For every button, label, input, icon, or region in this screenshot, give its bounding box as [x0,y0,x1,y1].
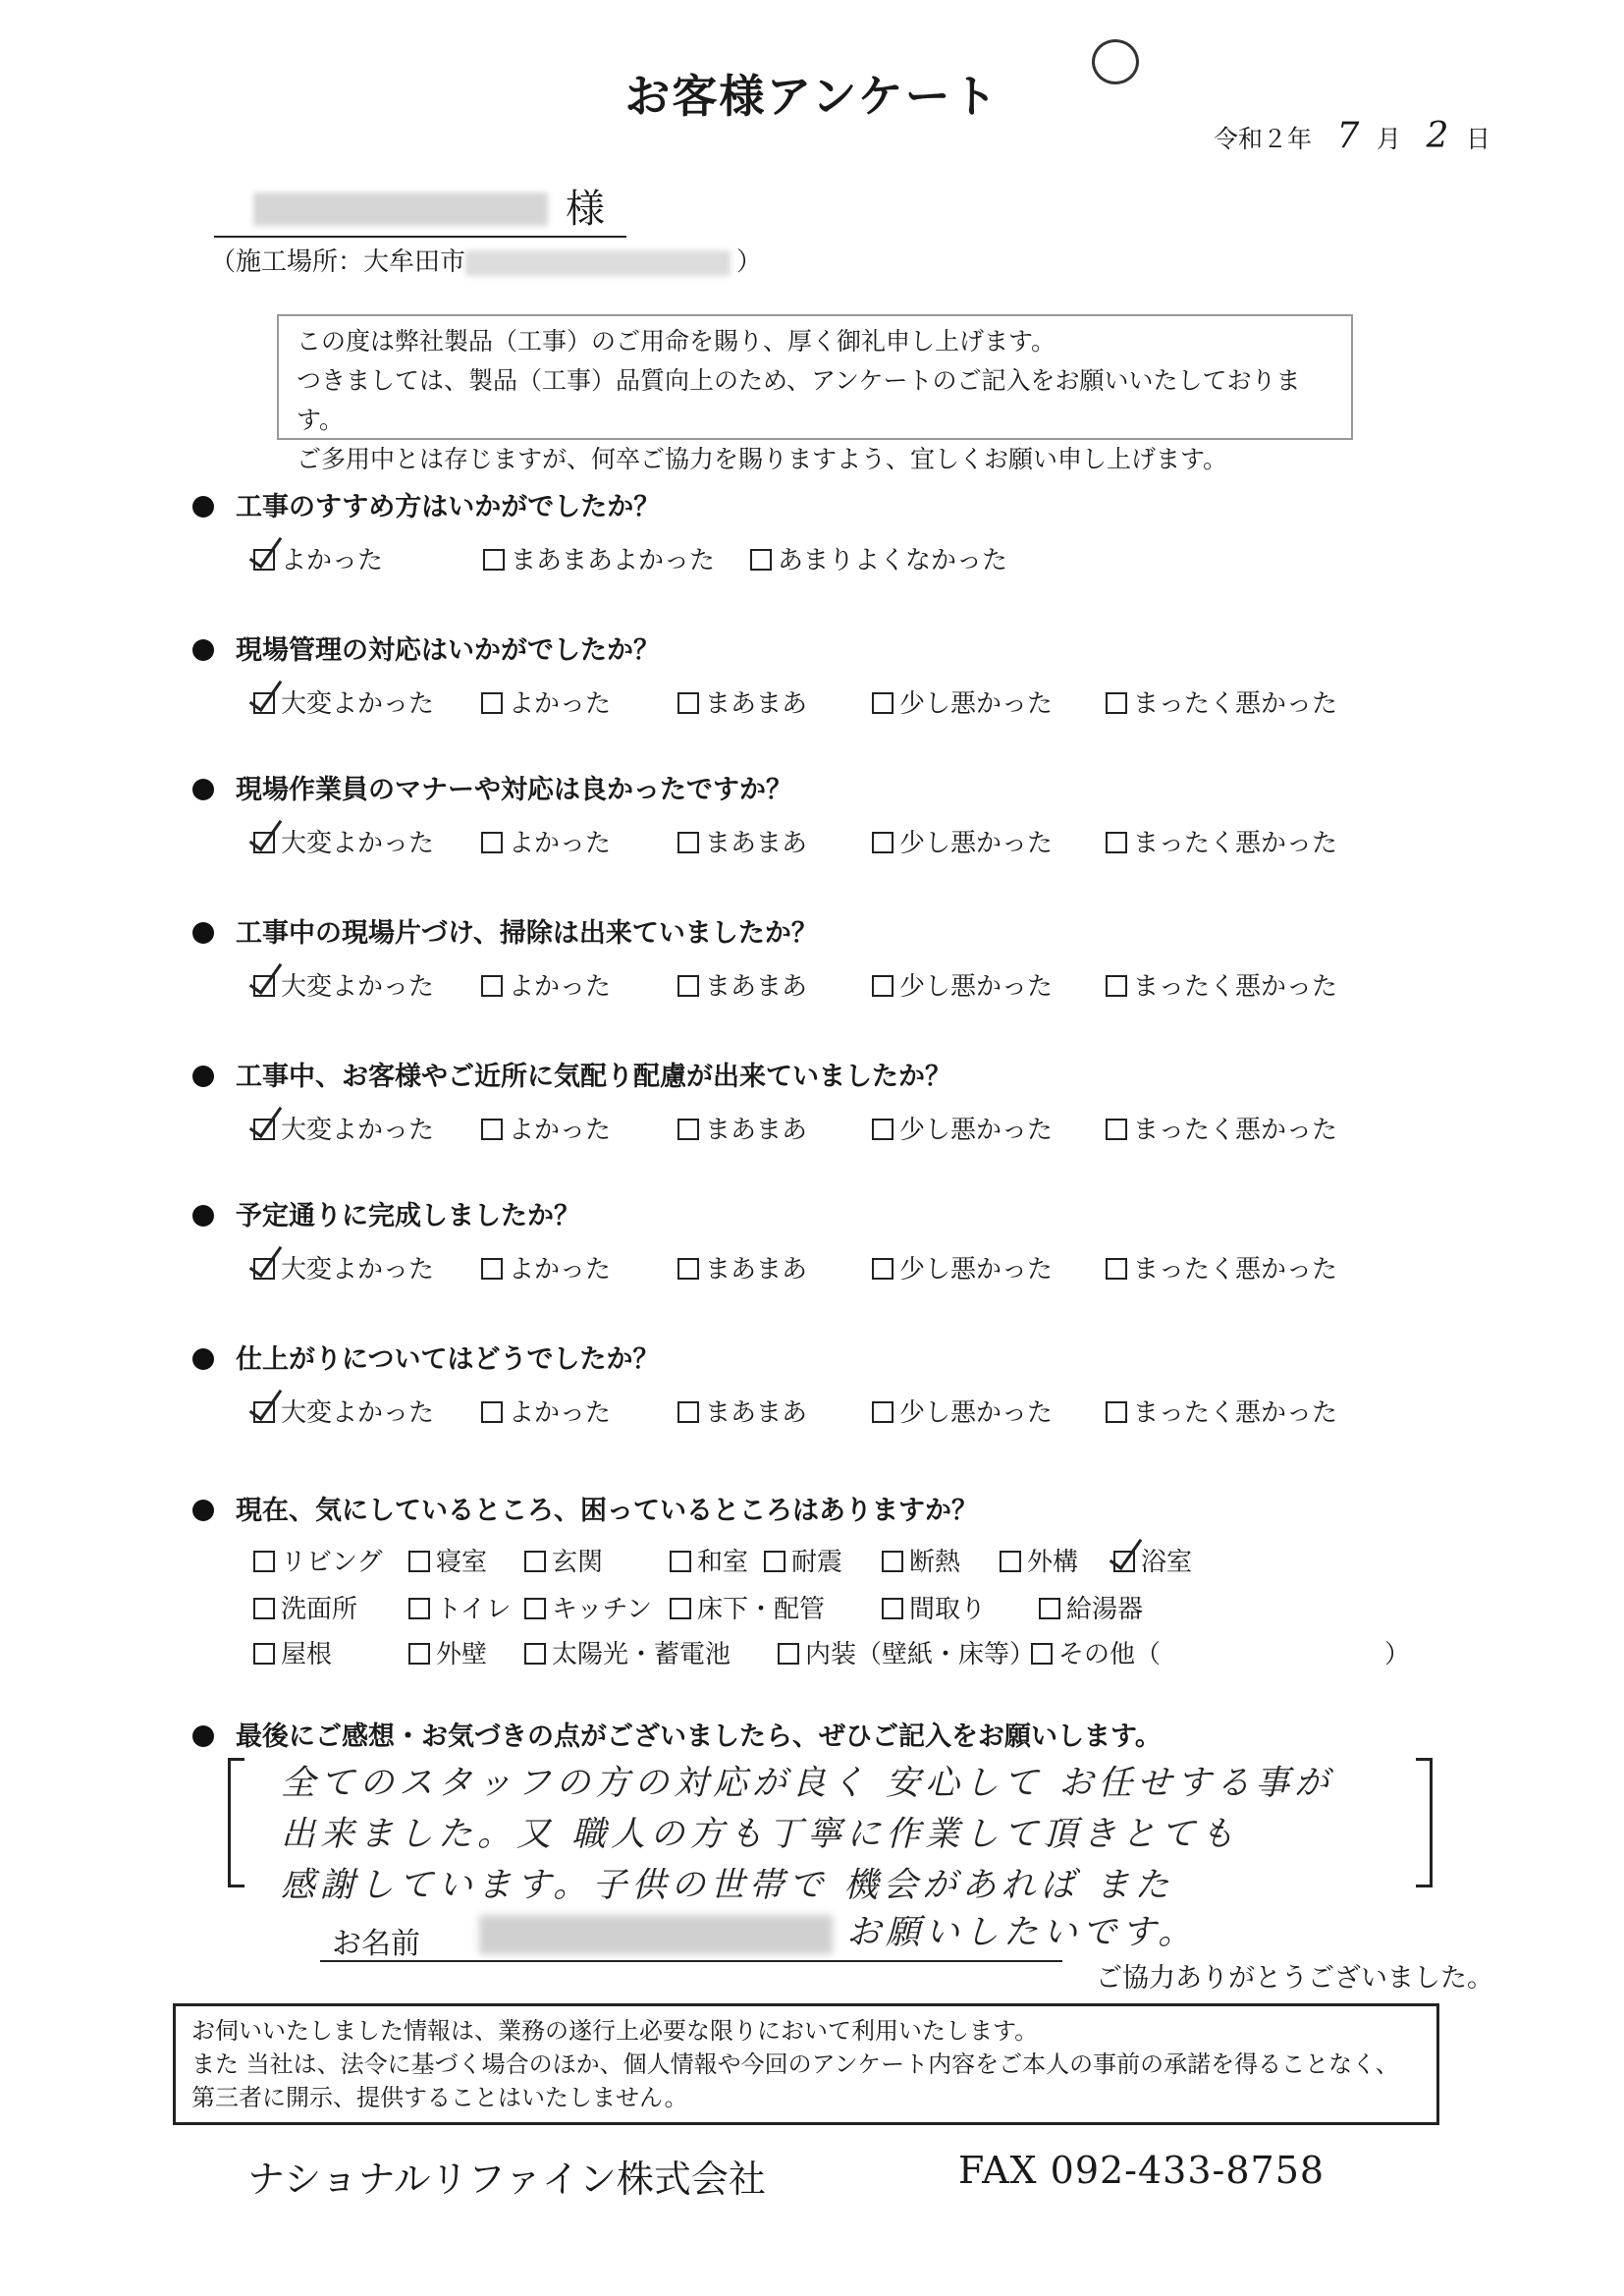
option[interactable] [253,823,434,859]
option-label: まったく悪かった [1133,1398,1338,1428]
handwritten-circle-mark [1092,39,1139,84]
checkbox[interactable] [1106,1119,1127,1140]
checkbox[interactable] [253,1598,275,1619]
checkbox[interactable] [1113,1551,1135,1572]
option[interactable] [1106,1110,1337,1146]
question-7 [192,1338,659,1376]
option-label: 少し悪かった [899,689,1054,719]
option[interactable] [481,823,611,859]
option[interactable] [1106,966,1337,1003]
concern-option[interactable] [778,1634,1035,1670]
option-label: まあまあ [705,972,808,1002]
question-1 [192,485,660,523]
thanks-text: ご協力ありがとうございました。 [1096,1963,1493,1994]
option[interactable] [872,823,1053,859]
option[interactable] [1106,1249,1337,1285]
checkbox[interactable] [1031,1643,1053,1665]
option-label: よかった [281,546,384,575]
option-label: 少し悪かった [899,1116,1054,1145]
option-label: 大変よかった [281,1116,435,1145]
checkbox[interactable] [677,1119,699,1140]
checkbox[interactable] [481,692,503,714]
checkbox[interactable] [670,1598,691,1619]
concern-option[interactable] [524,1634,731,1670]
fax-number: FAX 092-433-8758 [958,2149,1326,2192]
intro-box [277,314,1353,473]
customer-honorific: 様 [566,187,605,232]
checkbox[interactable] [677,832,699,853]
notice-line: 第三者に開示、提供することはいたしません。 [191,2084,688,2111]
option-label: あまりよくなかった [778,546,1008,575]
option[interactable] [872,1393,1053,1429]
option-label: 大変よかった [281,689,435,719]
checkbox[interactable] [872,1401,893,1423]
checkbox[interactable] [1106,1401,1127,1423]
option[interactable] [677,1393,807,1429]
checkbox[interactable] [253,832,275,853]
concern-label: 浴室 [1141,1548,1193,1577]
option-label: よかった [509,1116,612,1145]
checkbox[interactable] [1039,1598,1060,1619]
customer-name-field [214,179,626,238]
option[interactable] [677,823,807,859]
concern-label: トイレ [436,1595,512,1624]
option-label: よかった [509,1398,612,1428]
date-era: 令和２年 [1214,125,1313,153]
checkbox[interactable] [481,1401,503,1423]
intro-line: つきましては、製品（工事）品質向上のため、アンケートのご記入をお願いいたしております。 [297,366,1301,434]
option-label: まったく悪かった [1133,1116,1338,1145]
checkbox[interactable] [872,692,893,714]
concern-option[interactable] [882,1542,960,1578]
redacted-name [479,1915,833,1954]
option[interactable] [677,1249,807,1285]
concern-option[interactable] [1031,1634,1161,1670]
site-prefix: （施工場所：大牟田市 [210,247,466,277]
comment-line: 出来ました。又 職人の方も丁寧に作業して頂きとても [281,1815,1240,1854]
option-label: 大変よかった [281,1255,435,1285]
option-label: 大変よかった [281,1398,435,1428]
checkbox[interactable] [677,692,699,714]
checkbox[interactable] [253,692,275,714]
checkbox[interactable] [1106,975,1127,997]
bullet-icon [192,1066,214,1087]
bullet-icon [192,1725,214,1747]
checkbox[interactable] [524,1598,546,1619]
option[interactable] [1106,823,1337,859]
option[interactable] [481,1393,611,1429]
comment-line: お願いしたいです。 [846,1913,1198,1952]
bullet-icon [192,1205,214,1227]
site-suffix: ） [736,247,763,277]
option-label: まあまあ [705,1398,808,1428]
date-day-suffix: 日 [1465,125,1490,153]
checkbox[interactable] [872,1258,893,1280]
company-name: ナショナルリファイン株式会社 [247,2158,766,2201]
concern-label: リビング [281,1548,383,1577]
checkbox[interactable] [408,1643,430,1665]
option[interactable] [872,1249,1053,1285]
checkbox[interactable] [481,832,503,853]
concern-label: 給湯器 [1066,1595,1144,1624]
option[interactable] [253,683,434,720]
option-label: まったく悪かった [1133,972,1338,1002]
comment-bracket-right [1416,1758,1433,1887]
option[interactable] [253,540,383,576]
checkbox[interactable] [872,1119,893,1140]
concern-label: 洗面所 [281,1595,358,1624]
question-4 [192,911,818,950]
option[interactable] [1106,1393,1337,1429]
checkbox[interactable] [408,1598,430,1619]
bullet-icon [192,639,214,661]
intro-line: ご多用中とは存じますが、何卒ご協力を賜りますよう、宜しくお願い申し上げます。 [297,445,1228,473]
concern-label: 断熱 [909,1548,961,1577]
checkbox[interactable] [253,1551,275,1572]
option-label: 少し悪かった [899,1398,1054,1428]
option[interactable] [677,966,807,1003]
option[interactable] [677,683,807,720]
bullet-icon [192,922,214,944]
question-text: 工事中の現場片づけ、掃除は出来ていましたか？ [236,918,818,949]
comment-line: 全てのスタッフの方の対応が良く 安心して お任せする事が [281,1764,1334,1803]
checkbox[interactable] [524,1643,546,1665]
checkbox[interactable] [253,549,275,571]
option[interactable] [872,683,1053,720]
notice-line: また 当社は、法令に基づく場合のほか、個人情報や今回のアンケート内容をご本人の事前の承諾を得ることなく、 [191,2050,1399,2078]
comment-line: 感謝しています。子供の世帯で 機会があれば また [281,1866,1174,1905]
checkbox[interactable] [764,1551,785,1572]
option[interactable] [872,966,1053,1003]
option[interactable] [481,1249,611,1285]
intro-line: この度は弊社製品（工事）のご用命を賜り、厚く御礼申し上げます。 [297,327,1056,355]
redacted-customer-name [253,192,548,226]
option[interactable] [253,1393,434,1429]
bullet-icon [192,496,214,518]
question-text: 仕上がりについてはどうでしたか？ [236,1344,660,1375]
name-label: お名前 [332,1927,420,1961]
option[interactable] [483,540,715,576]
option-label: まったく悪かった [1133,689,1338,719]
option[interactable] [253,1110,434,1146]
question-6 [192,1194,580,1232]
option[interactable] [677,1110,807,1146]
checkbox[interactable] [253,975,275,997]
question-text: 予定通りに完成しましたか？ [236,1201,580,1231]
concern-option[interactable] [1000,1542,1078,1578]
bullet-icon [192,779,214,800]
option[interactable] [872,1110,1053,1146]
question-3 [192,768,792,806]
notice-line: お伺いいたしました情報は、業務の遂行上必要な限りにおいて利用いたします。 [191,2017,1039,2045]
option[interactable] [253,1249,434,1285]
checkbox[interactable] [872,975,893,997]
option[interactable] [481,683,611,720]
concern-label: 玄関 [552,1548,604,1577]
option-label: よかった [509,1255,612,1285]
checkbox[interactable] [481,975,503,997]
option[interactable] [750,540,1007,576]
name-underline [320,1960,1062,1962]
checkbox[interactable] [677,1401,699,1423]
concern-option[interactable] [408,1589,512,1625]
concern-option[interactable] [670,1542,748,1578]
concern-label: 間取り [909,1595,987,1624]
checkbox[interactable] [882,1551,903,1572]
question-5 [192,1055,951,1093]
option[interactable] [481,966,611,1003]
option-label: まあまあ [705,1255,808,1285]
concern-label: 屋根 [281,1640,333,1669]
checkbox[interactable] [882,1598,903,1619]
checkbox[interactable] [253,1643,275,1665]
date-day: 2 [1426,116,1449,156]
concern-label: 外壁 [436,1640,488,1669]
concern-label: 和室 [697,1548,749,1577]
checkbox[interactable] [253,1401,275,1423]
checkbox[interactable] [1106,832,1127,853]
checkbox[interactable] [750,549,772,571]
checkbox[interactable] [524,1551,546,1572]
checkbox[interactable] [677,975,699,997]
concern-option[interactable] [1113,1542,1192,1578]
checkbox[interactable] [677,1258,699,1280]
concern-label: キッチン [552,1595,653,1624]
checkbox[interactable] [778,1643,799,1665]
option-label: まったく悪かった [1133,829,1338,858]
date [1214,116,1490,156]
privacy-notice [173,2003,1439,2125]
other-close-paren: ） [1384,1640,1411,1669]
option-label: 大変よかった [281,972,435,1002]
question-text: 現場管理の対応はいかがでしたか？ [236,635,660,666]
checkbox[interactable] [1000,1551,1021,1572]
concerns-question [192,1489,978,1527]
concern-option[interactable] [253,1634,332,1670]
concern-label: その他（ [1058,1640,1162,1669]
checkbox[interactable] [481,1119,503,1140]
bullet-icon [192,1348,214,1370]
concern-option[interactable] [253,1542,382,1578]
concern-label: 床下・配管 [697,1595,826,1624]
option-label: よかった [509,829,612,858]
option-label: よかった [509,689,612,719]
concern-option[interactable] [670,1589,825,1625]
concern-label: 寝室 [436,1548,488,1577]
redacted-site-address [465,250,731,276]
option-label: 少し悪かった [899,829,1054,858]
checkbox[interactable] [483,549,505,571]
option-label: 少し悪かった [899,1255,1054,1285]
concern-option[interactable] [408,1542,487,1578]
comment-question [192,1715,1162,1753]
concern-label: 耐震 [791,1548,843,1577]
question-text: 現場作業員のマナーや対応は良かったですか？ [236,775,792,805]
concern-option[interactable] [764,1542,842,1578]
option-label: 大変よかった [281,829,435,858]
checkbox[interactable] [872,832,893,853]
checkbox[interactable] [253,1119,275,1140]
concern-label: 太陽光・蓄電池 [552,1640,731,1669]
bullet-icon [192,1500,214,1521]
option[interactable] [1106,683,1337,720]
concern-option[interactable] [253,1589,357,1625]
option[interactable] [253,966,434,1003]
date-month: 7 [1336,116,1360,156]
concern-option[interactable] [1039,1589,1143,1625]
question-text: 工事中、お客様やご近所に気配り配慮が出来ていましたか？ [236,1062,951,1092]
checkbox[interactable] [670,1551,691,1572]
checkbox[interactable] [253,1258,275,1280]
comment-bracket-left [228,1758,244,1887]
option[interactable] [481,1110,611,1146]
concern-option[interactable] [524,1589,652,1625]
concerns-question-text: 現在、気にしているところ、困っているところはありますか？ [236,1496,978,1526]
concern-option[interactable] [882,1589,986,1625]
concern-label: 内装（壁紙・床等） [805,1640,1036,1669]
concern-option[interactable] [408,1634,487,1670]
checkbox[interactable] [481,1258,503,1280]
comment-question-text: 最後にご感想・お気づきの点がございましたら、ぜひご記入をお願いします。 [236,1722,1162,1752]
checkbox[interactable] [1106,1258,1127,1280]
option-label: まあまあ [705,1116,808,1145]
page-title: お客様アンケート [624,70,1000,123]
date-month-suffix: 月 [1376,125,1401,153]
option-label: まったく悪かった [1133,1255,1338,1285]
concern-option[interactable] [524,1542,603,1578]
question-2 [192,629,660,667]
option-label: まあまあ [705,689,808,719]
option-label: 少し悪かった [899,972,1054,1002]
option-label: まあまあよかった [511,546,716,575]
construction-site [210,242,762,278]
option-label: よかった [509,972,612,1002]
option-label: まあまあ [705,829,808,858]
concern-label: 外構 [1027,1548,1079,1577]
checkbox[interactable] [408,1551,430,1572]
checkbox[interactable] [1106,692,1127,714]
question-text: 工事のすすめ方はいかがでしたか？ [236,492,661,522]
